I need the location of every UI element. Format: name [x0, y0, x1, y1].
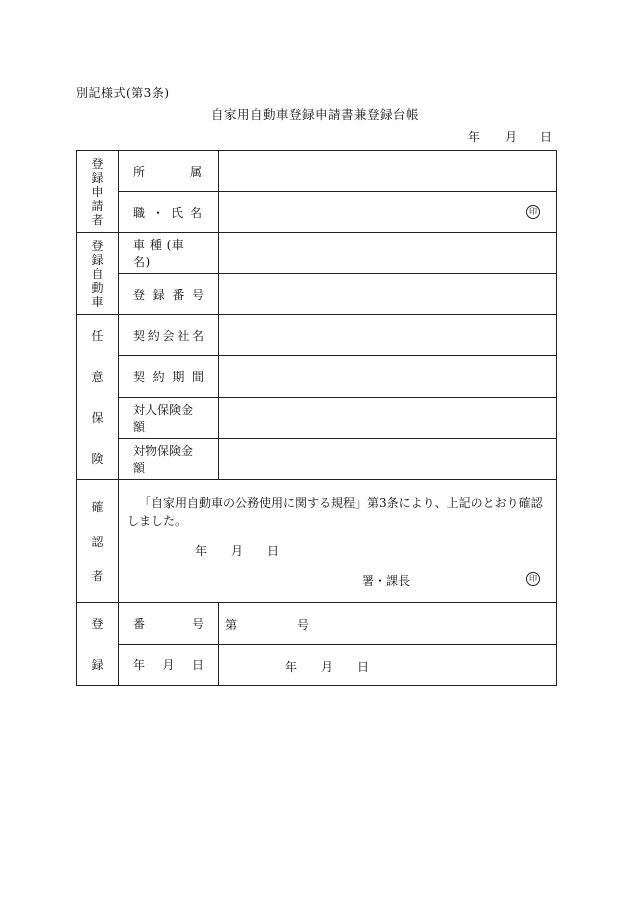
property-damage-row: [77, 438, 557, 479]
vehicle-section-label: 登 録 自 動 車: [77, 233, 119, 315]
application-date-month: 月: [505, 130, 518, 144]
name-row: [77, 192, 557, 233]
insurance-period-label: 契 約 期 間: [119, 356, 219, 397]
vehicle-number-label: 登 録 番 号: [119, 274, 219, 315]
vehicle-model-field[interactable]: [219, 233, 557, 274]
registration-date-field[interactable]: [219, 644, 557, 686]
form-title: 自家用自動車登録申請書兼登録台帳: [210, 107, 419, 122]
affiliation-label: 所 属: [119, 151, 219, 192]
vehicle-model-row: [77, 233, 557, 274]
insurance-section-label: 任 意 保 険: [77, 315, 119, 480]
confirmation-row: [77, 480, 557, 603]
name-label: 職 ・ 氏 名: [119, 192, 219, 233]
registration-number-field[interactable]: [219, 603, 557, 645]
personal-liability-field[interactable]: [219, 397, 557, 438]
name-field[interactable]: [219, 192, 557, 233]
confirmation-date-day: 日: [267, 544, 280, 558]
personal-liability-label: 対人保険金額: [119, 397, 219, 438]
vehicle-model-label: 車 種 (車 名): [119, 233, 219, 274]
insurance-period-field[interactable]: [219, 356, 557, 397]
applicant-section-label: 登 録 申 請 者: [77, 151, 119, 233]
property-damage-label: 対物保険金額: [119, 438, 219, 479]
property-damage-field[interactable]: [219, 438, 557, 479]
registration-number-prefix: 第: [225, 618, 238, 633]
form-number: 別記様式(第3条): [76, 86, 170, 100]
application-date-day: 日: [540, 130, 553, 144]
registration-date-day: 日: [357, 659, 370, 674]
registration-number-suffix: 号: [297, 618, 310, 633]
confirmation-seal-icon: 印: [526, 572, 540, 586]
registration-date-row: [77, 644, 557, 686]
registration-number-label: 番 号: [119, 603, 219, 645]
registration-table: [76, 150, 557, 686]
affiliation-field[interactable]: [219, 151, 557, 192]
insurance-company-label: 契 約 会 社 名: [119, 315, 219, 356]
affiliation-row: [77, 151, 557, 192]
application-date-year: 年: [468, 130, 481, 144]
confirmation-date-year: 年: [195, 544, 208, 558]
confirmation-statement: 「自家用自動車の公務使用に関する規程」第3条により、上記のとおり確認しました。: [127, 496, 543, 528]
registration-number-row: [77, 603, 557, 645]
insurance-company-row: [77, 315, 557, 356]
confirmation-section-label: 確 認 者: [77, 480, 119, 603]
confirmation-cell: [119, 480, 557, 603]
vehicle-number-row: [77, 274, 557, 315]
registration-section-label: 登 録: [77, 603, 119, 686]
registration-date-year: 年: [285, 659, 298, 674]
registration-date-label: 年 月 日: [119, 644, 219, 686]
registration-date-month: 月: [321, 659, 334, 674]
insurance-period-row: [77, 356, 557, 397]
confirmation-date-month: 月: [231, 544, 244, 558]
vehicle-number-field[interactable]: [219, 274, 557, 315]
insurance-company-field[interactable]: [219, 315, 557, 356]
applicant-seal-icon: 印: [526, 205, 540, 219]
confirmation-signer: 署・課長: [362, 574, 411, 588]
personal-liability-row: [77, 397, 557, 438]
